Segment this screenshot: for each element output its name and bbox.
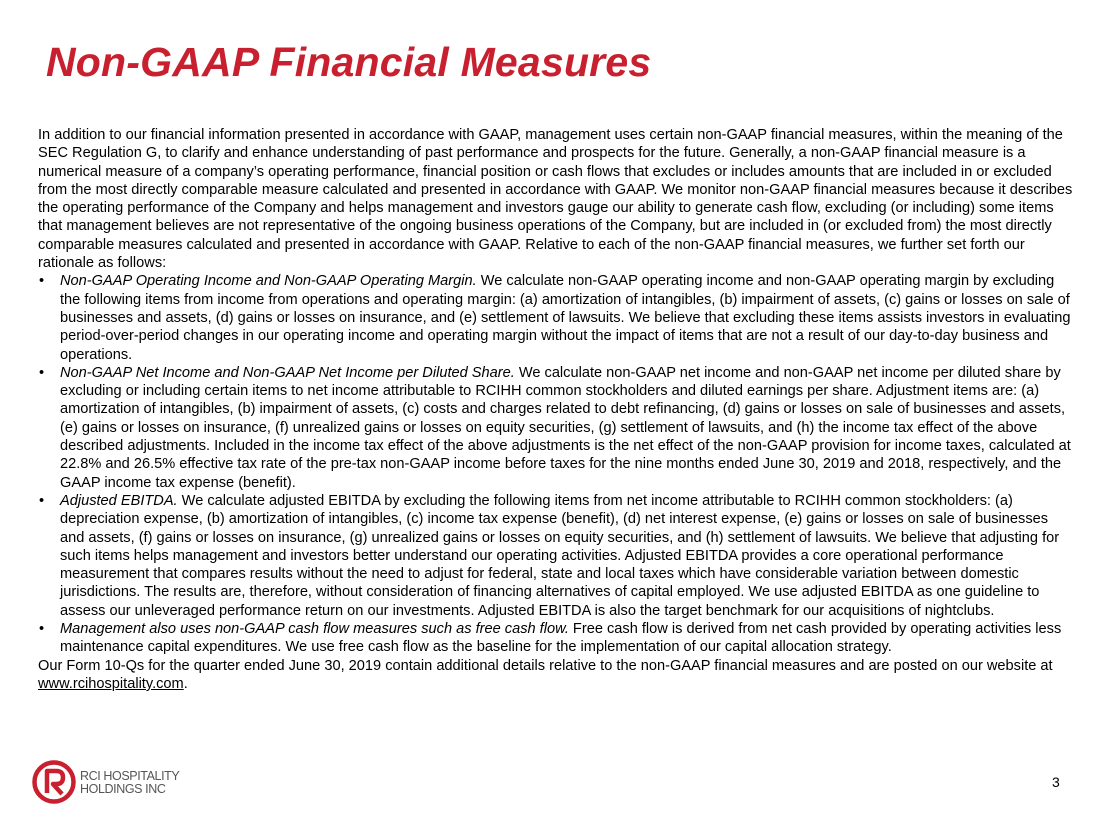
- bullet-list: [38, 272, 1074, 656]
- bullet-text: We calculate adjusted EBITDA by excluding the following items from net income attributable to RCIHH common stockholders: (a) depreciation expense, (b) amortization of intangibles, (c) income tax expense (benefit), (d) net interest expense, (e) gains or losses on sale of businesses and assets, (f) gains or losses on insurance, (g) unrealized gains or losses on equity securities, and (h) settlement of lawsuits. We believe that adjusting for such items helps management and investors better understand our operating activities. Adjusted EBITDA provides a core operational performance measurement that compares results without the need to adjust for federal, state and local taxes which have considerable variation between domestic jurisdictions. The results are, therefore, without consideration of financing alternatives of capital employed. We use adjusted EBITDA as one guideline to assess our unleveraged performance return on our investments. Adjusted EBITDA is also the target benchmark for our acquisitions of nightclubs.: [60, 492, 1060, 619]
- closing-end: .: [183, 675, 188, 692]
- page-title: Non-GAAP Financial Measures: [46, 39, 652, 85]
- logo-line-2: HOLDINGS INC: [80, 782, 166, 796]
- closing-text: Our Form 10-Qs for the quarter ended June 30, 2019 contain additional details relative to the non-GAAP financial measures and are posted on our website at: [38, 657, 1053, 674]
- bullet-symbol: •: [39, 273, 45, 290]
- bullet-text: We calculate non-GAAP operating income and non-GAAP operating margin by excluding the following items from income from operations and operating margin: (a) amortization of intangibles, (b) impairment of assets, (c) gains or losses on sale of businesses and assets, (d) gains or losses on insurance, and (e) settlement of lawsuits. We believe that excluding these items assists investors in evaluating period-over-period changes in our operating income and operating margin without the impact of items that are not a result of our day-to-day business and operations.: [60, 273, 1071, 363]
- company-logo: [30, 758, 210, 806]
- closing-paragraph: [38, 657, 1074, 694]
- bullet-item: [38, 492, 1074, 620]
- bullet-heading: Management also uses non-GAAP cash flow measures such as free cash flow.: [60, 621, 569, 638]
- logo-wordmark: [80, 770, 179, 796]
- bullet-item: [38, 620, 1074, 657]
- bullet-text: We calculate non-GAAP net income and non-GAAP net income per diluted share by excluding or including certain items to net income attributable to RCIHH common stockholders and diluted earnings per share. Adjustment items are: (a) amortization of intangibles, (b) impairment of assets, (c) costs and charges related to debt refinancing, (d) gains or losses on sale of businesses and assets, (e) gains or losses on insurance, (f) unrealized gains or losses on equity securities, (g) settlement of lawsuits, and (h) the income tax effect of the above described adjustments. Included in the income tax effect of the above adjustments is the net effect of the non-GAAP provision for income taxes, calculated at 22.8% and 26.5% effective tax rate of the pre-tax non-GAAP income before taxes for the nine months ended June 30, 2019 and 2018, respectively, and the GAAP income tax expense (benefit).: [60, 364, 1071, 491]
- bullet-heading: Adjusted EBITDA.: [60, 492, 178, 509]
- intro-paragraph: In addition to our financial information presented in accordance with GAAP, management uses certain non-GAAP financial measures, within the meaning of the SEC Regulation G, to clarify and enhance understanding of past performance and prospects for the future. Generally, a non-GAAP financial measure is a numerical measure of a company’s operating performance, financial position or cash flows that excludes or includes amounts that are included in or excluded from the most directly comparable measure calculated and presented in accordance with GAAP. We monitor non-GAAP financial measures because it describes the operating performance of the Company and helps management and investors gauge our ability to generate cash flow, excluding (or including) some items that management believes are not representative of the ongoing business operations of the Company, but are included in (or excluded from) the most directly comparable measures calculated and presented in accordance with GAAP. Relative to each of the non-GAAP financial measures, we further set forth our rationale as follows:: [38, 127, 1073, 272]
- logo-line-1: RCI HOSPITALITY: [80, 769, 180, 783]
- bullet-symbol: •: [39, 492, 45, 509]
- bullet-heading: Non-GAAP Operating Income and Non-GAAP Operating Margin.: [60, 273, 477, 290]
- bullet-text: Free cash flow is derived from net cash provided by operating activities less maintenance capital expenditures. We use free cash flow as the baseline for the implementation of our capital allocation strategy.: [60, 621, 1062, 656]
- rci-logo-icon: [30, 758, 78, 806]
- website-link[interactable]: www.rcihospitality.com: [38, 675, 184, 692]
- bullet-symbol: •: [39, 364, 45, 381]
- bullet-heading: Non-GAAP Net Income and Non-GAAP Net Income per Diluted Share.: [60, 364, 515, 381]
- page-number: 3: [1052, 774, 1060, 790]
- body-text: [38, 126, 1074, 693]
- bullet-symbol: •: [39, 621, 45, 638]
- bullet-item: [38, 364, 1074, 492]
- bullet-item: [38, 272, 1074, 363]
